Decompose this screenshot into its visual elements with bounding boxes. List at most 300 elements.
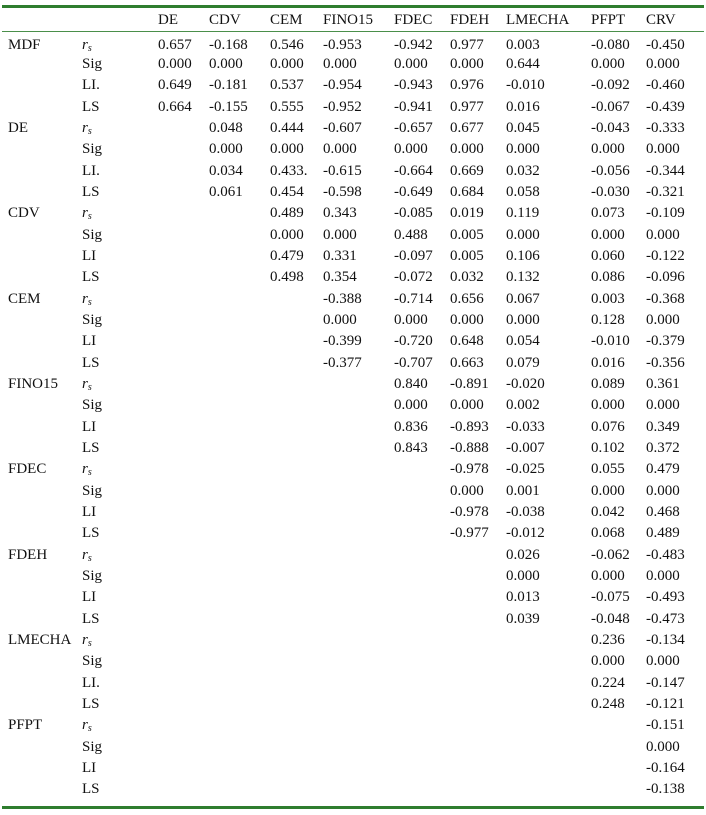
value-cell: -0.664	[394, 162, 433, 179]
value-cell	[209, 225, 270, 246]
value-cell	[506, 694, 591, 715]
value-cell	[506, 779, 591, 800]
value-cell: 0.000	[270, 56, 304, 73]
value-cell: 0.000	[394, 397, 428, 414]
value-cell: -0.181	[209, 77, 248, 94]
table-row	[2, 630, 702, 651]
stat-label: LI.	[82, 77, 100, 94]
value-cell: -0.138	[646, 781, 685, 798]
value-cell	[158, 545, 209, 566]
value-cell	[394, 481, 450, 502]
value-cell	[158, 587, 209, 608]
value-cell	[450, 715, 506, 736]
value-cell	[209, 203, 270, 224]
value-cell: 0.840	[394, 376, 428, 393]
value-cell: 0.067	[506, 290, 540, 307]
value-cell	[209, 715, 270, 736]
value-cell	[270, 630, 323, 651]
table-row	[2, 438, 702, 459]
value-cell: 0.000	[591, 568, 625, 585]
row-variable-label	[2, 75, 82, 96]
value-cell	[323, 523, 394, 544]
value-cell: 0.555	[270, 98, 304, 115]
value-cell	[270, 523, 323, 544]
value-cell	[270, 395, 323, 416]
value-cell: -0.164	[646, 759, 685, 776]
value-cell	[270, 758, 323, 779]
table-row	[2, 587, 702, 608]
table-row	[2, 715, 702, 736]
value-cell: 0.444	[270, 120, 304, 137]
value-cell	[323, 737, 394, 758]
value-cell: 0.001	[506, 482, 540, 499]
value-cell	[270, 609, 323, 630]
value-cell	[209, 331, 270, 352]
value-cell: -0.450	[646, 37, 685, 53]
value-cell: 0.000	[646, 568, 680, 585]
value-cell	[323, 566, 394, 587]
value-cell	[158, 779, 209, 800]
row-variable-label	[2, 417, 82, 438]
row-variable-label	[2, 267, 82, 288]
value-cell	[209, 609, 270, 630]
value-cell: -0.056	[591, 162, 630, 179]
value-cell: 0.000	[646, 141, 680, 158]
value-cell	[506, 758, 591, 779]
rs-symbol: $r_s$	[82, 205, 92, 223]
stat-label: LI	[82, 589, 97, 606]
stat-label-rs	[82, 289, 158, 310]
row-variable-label	[2, 182, 82, 203]
value-cell: 0.000	[450, 397, 484, 414]
value-cell: 0.079	[506, 354, 540, 371]
value-cell: 0.000	[646, 312, 680, 329]
row-variable-label	[2, 54, 82, 75]
value-cell: 0.073	[591, 205, 625, 222]
value-cell: 0.016	[591, 354, 625, 371]
value-cell: 0.000	[591, 226, 625, 243]
value-cell: 0.000	[506, 226, 540, 243]
value-cell	[209, 246, 270, 267]
value-cell	[323, 630, 394, 651]
stat-label: LI	[82, 504, 97, 521]
value-cell: 0.546	[270, 37, 304, 53]
value-cell	[209, 673, 270, 694]
value-cell: 0.000	[394, 56, 428, 73]
value-cell: 0.000	[450, 482, 484, 499]
value-cell: -0.893	[450, 418, 489, 435]
rs-symbol: $r_s$	[82, 717, 92, 735]
value-cell	[394, 651, 450, 672]
value-cell	[158, 481, 209, 502]
value-cell: 0.433.	[270, 162, 308, 179]
value-cell: -0.714	[394, 290, 433, 307]
table-row	[2, 182, 702, 203]
row-variable-label: CDV	[8, 205, 40, 222]
stat-label: Sig	[82, 738, 103, 755]
value-cell	[209, 395, 270, 416]
value-cell: 0.224	[591, 674, 625, 691]
value-cell: -0.321	[646, 184, 685, 201]
value-cell	[209, 737, 270, 758]
value-cell	[323, 438, 394, 459]
header-cell: PFPT	[591, 11, 626, 28]
top-rule	[2, 5, 704, 8]
value-cell: 0.000	[646, 653, 680, 670]
value-cell	[394, 694, 450, 715]
value-cell	[323, 651, 394, 672]
value-cell: 0.060	[591, 248, 625, 265]
value-cell: 0.000	[270, 141, 304, 158]
stat-label: Sig	[82, 141, 103, 158]
value-cell: 0.013	[506, 589, 540, 606]
value-cell: -0.657	[394, 120, 433, 137]
value-cell: -0.020	[506, 376, 545, 393]
value-cell: 0.468	[646, 504, 680, 521]
value-cell: 0.128	[591, 312, 625, 329]
value-cell: 0.058	[506, 184, 540, 201]
value-cell	[158, 630, 209, 651]
value-cell	[270, 673, 323, 694]
value-cell: -0.368	[646, 290, 685, 307]
value-cell	[209, 545, 270, 566]
value-cell: 0.026	[506, 546, 540, 563]
value-cell: -0.067	[591, 98, 630, 115]
stat-label: LS	[82, 269, 100, 286]
value-cell: -0.030	[591, 184, 630, 201]
header-row	[2, 9, 702, 31]
value-cell	[323, 673, 394, 694]
rs-symbol: $r_s$	[82, 461, 92, 479]
value-cell	[591, 779, 646, 800]
row-variable-label: FDEC	[8, 461, 47, 478]
value-cell: 0.663	[450, 354, 484, 371]
value-cell	[158, 161, 209, 182]
table-row	[2, 75, 702, 96]
stat-label-rs	[82, 374, 158, 395]
value-cell: 0.000	[450, 312, 484, 329]
row-variable-label	[2, 225, 82, 246]
value-cell	[450, 630, 506, 651]
value-cell	[450, 545, 506, 566]
value-cell	[394, 715, 450, 736]
value-cell: 0.000	[394, 141, 428, 158]
stat-label: LI	[82, 759, 97, 776]
value-cell	[158, 502, 209, 523]
stat-label: LI	[82, 333, 97, 350]
value-cell	[158, 395, 209, 416]
value-cell	[158, 673, 209, 694]
value-cell: 0.119	[506, 205, 540, 222]
value-cell: 0.086	[591, 269, 625, 286]
stat-label: Sig	[82, 482, 103, 499]
value-cell	[323, 587, 394, 608]
stat-label-rs	[82, 459, 158, 480]
row-variable-label	[2, 246, 82, 267]
row-variable-label	[2, 502, 82, 523]
rs-symbol: $r_s$	[82, 37, 92, 54]
stat-label: Sig	[82, 312, 103, 329]
value-cell: 0.361	[646, 376, 680, 393]
value-cell	[270, 651, 323, 672]
value-cell: -0.043	[591, 120, 630, 137]
value-cell	[323, 758, 394, 779]
value-cell: -0.344	[646, 162, 685, 179]
value-cell: 0.000	[591, 141, 625, 158]
value-cell: 0.343	[323, 205, 357, 222]
value-cell	[209, 779, 270, 800]
value-cell: 0.000	[591, 653, 625, 670]
value-cell: 0.236	[591, 632, 625, 649]
value-cell	[209, 758, 270, 779]
row-variable-label: CEM	[8, 290, 41, 307]
value-cell: -0.097	[394, 248, 433, 265]
value-cell	[209, 651, 270, 672]
table-row	[2, 54, 702, 75]
row-variable-label	[2, 673, 82, 694]
value-cell: 0.000	[450, 56, 484, 73]
table-row	[2, 395, 702, 416]
value-cell: 0.349	[646, 418, 680, 435]
value-cell	[394, 630, 450, 651]
table-row	[2, 139, 702, 160]
value-cell: 0.479	[646, 461, 680, 478]
value-cell: 0.977	[450, 37, 484, 53]
value-cell: 0.488	[394, 226, 428, 243]
value-cell	[209, 630, 270, 651]
row-variable-label	[2, 779, 82, 800]
value-cell	[270, 289, 323, 310]
table-row	[2, 523, 702, 544]
value-cell	[158, 417, 209, 438]
correlation-table	[2, 9, 702, 800]
value-cell: -0.977	[450, 525, 489, 542]
stat-label-rs	[82, 715, 158, 736]
stat-label: LI	[82, 248, 97, 265]
value-cell	[209, 267, 270, 288]
value-cell: -0.048	[591, 610, 630, 627]
value-cell: 0.976	[450, 77, 484, 94]
stat-label: Sig	[82, 568, 103, 585]
value-cell: 0.000	[646, 56, 680, 73]
value-cell: 0.048	[209, 120, 243, 137]
value-cell: 0.032	[450, 269, 484, 286]
value-cell: -0.941	[394, 98, 433, 115]
value-cell: 0.248	[591, 696, 625, 712]
value-cell: 0.000	[394, 312, 428, 329]
header-cell	[2, 9, 82, 31]
table-row	[2, 694, 702, 715]
stat-label: LS	[82, 696, 100, 712]
value-cell: 0.000	[506, 312, 540, 329]
value-cell: -0.891	[450, 376, 489, 393]
value-cell: 0.000	[323, 56, 357, 73]
row-variable-label	[2, 139, 82, 160]
value-cell	[270, 310, 323, 331]
value-cell	[270, 737, 323, 758]
value-cell	[209, 289, 270, 310]
table-row	[2, 417, 702, 438]
value-cell	[270, 715, 323, 736]
value-cell	[270, 459, 323, 480]
value-cell	[270, 331, 323, 352]
row-variable-label: PFPT	[8, 717, 43, 734]
value-cell: -0.943	[394, 77, 433, 94]
value-cell: -0.134	[646, 632, 685, 649]
value-cell: -0.010	[506, 77, 545, 94]
row-variable-label: LMECHA	[8, 632, 72, 649]
row-variable-label	[2, 651, 82, 672]
row-variable-label	[2, 481, 82, 502]
rs-symbol: $r_s$	[82, 632, 92, 650]
value-cell	[158, 289, 209, 310]
value-cell: 0.132	[506, 269, 540, 286]
value-cell: 0.977	[450, 98, 484, 115]
value-cell: 0.003	[591, 290, 625, 307]
value-cell: 0.068	[591, 525, 625, 542]
value-cell	[209, 694, 270, 715]
value-cell: -0.109	[646, 205, 685, 222]
value-cell: -0.399	[323, 333, 362, 350]
value-cell	[270, 694, 323, 715]
value-cell: -0.952	[323, 98, 362, 115]
value-cell: 0.000	[323, 141, 357, 158]
row-variable-label	[2, 97, 82, 118]
stat-label-rs	[82, 203, 158, 224]
value-cell: -0.356	[646, 354, 685, 371]
value-cell	[323, 715, 394, 736]
value-cell: -0.122	[646, 248, 685, 265]
value-cell: -0.155	[209, 98, 248, 115]
value-cell: 0.055	[591, 461, 625, 478]
stat-label: LS	[82, 610, 100, 627]
stat-label: LS	[82, 440, 100, 457]
value-cell: -0.388	[323, 290, 362, 307]
table-row	[2, 545, 702, 566]
value-cell	[270, 481, 323, 502]
header-cell: LMECHA	[506, 11, 570, 28]
value-cell	[158, 651, 209, 672]
value-cell	[506, 737, 591, 758]
table-row	[2, 161, 702, 182]
value-cell: -0.121	[646, 696, 685, 712]
value-cell: 0.479	[270, 248, 304, 265]
value-cell: 0.649	[158, 77, 192, 94]
value-cell: 0.000	[591, 397, 625, 414]
stat-label-rs	[82, 630, 158, 651]
table-row	[2, 609, 702, 630]
value-cell: -0.953	[323, 37, 362, 53]
rs-symbol: $r_s$	[82, 120, 92, 138]
value-cell	[394, 502, 450, 523]
value-cell	[209, 353, 270, 374]
value-cell: 0.498	[270, 269, 304, 286]
value-cell: -0.151	[646, 717, 685, 734]
value-cell	[323, 502, 394, 523]
row-variable-label	[2, 438, 82, 459]
value-cell: -0.379	[646, 333, 685, 350]
value-cell	[506, 651, 591, 672]
value-cell	[270, 438, 323, 459]
value-cell	[209, 481, 270, 502]
stat-label: Sig	[82, 226, 103, 243]
stat-label: Sig	[82, 653, 103, 670]
stat-label: LI.	[82, 674, 100, 691]
table-row	[2, 97, 702, 118]
value-cell	[506, 715, 591, 736]
value-cell: -0.460	[646, 77, 685, 94]
value-cell	[158, 374, 209, 395]
value-cell: 0.005	[450, 226, 484, 243]
bottom-rule	[2, 806, 704, 809]
row-variable-label	[2, 331, 82, 352]
value-cell	[394, 758, 450, 779]
stat-label: LS	[82, 184, 100, 201]
value-cell	[394, 545, 450, 566]
value-cell	[158, 203, 209, 224]
value-cell	[158, 139, 209, 160]
value-cell: 0.000	[158, 56, 192, 73]
value-cell: 0.000	[646, 482, 680, 499]
value-cell	[323, 545, 394, 566]
value-cell: 0.656	[450, 290, 484, 307]
value-cell	[209, 587, 270, 608]
value-cell	[323, 779, 394, 800]
value-cell	[158, 609, 209, 630]
value-cell: -0.377	[323, 354, 362, 371]
table-row	[2, 779, 702, 800]
value-cell	[270, 502, 323, 523]
value-cell	[209, 566, 270, 587]
table-row	[2, 331, 702, 352]
table-row	[2, 289, 702, 310]
value-cell: -0.439	[646, 98, 685, 115]
row-variable-label	[2, 758, 82, 779]
value-cell: 0.648	[450, 333, 484, 350]
value-cell	[158, 737, 209, 758]
table-row	[2, 225, 702, 246]
value-cell	[158, 310, 209, 331]
row-variable-label	[2, 395, 82, 416]
table-row	[2, 758, 702, 779]
value-cell: 0.054	[506, 333, 540, 350]
row-variable-label: DE	[8, 120, 28, 137]
value-cell: -0.147	[646, 674, 685, 691]
value-cell	[323, 417, 394, 438]
value-cell	[209, 374, 270, 395]
value-cell: -0.888	[450, 440, 489, 457]
table-row	[2, 203, 702, 224]
value-cell	[450, 673, 506, 694]
row-variable-label: FDEH	[8, 546, 48, 563]
header-cell: FDEC	[394, 11, 433, 28]
table-row	[2, 651, 702, 672]
value-cell	[450, 779, 506, 800]
value-cell: 0.000	[209, 56, 243, 73]
row-variable-label	[2, 609, 82, 630]
value-cell: 0.000	[506, 141, 540, 158]
value-cell: -0.483	[646, 546, 685, 563]
value-cell	[506, 673, 591, 694]
value-cell: 0.016	[506, 98, 540, 115]
row-variable-label	[2, 310, 82, 331]
value-cell: 0.032	[506, 162, 540, 179]
value-cell: -0.062	[591, 546, 630, 563]
rs-symbol: $r_s$	[82, 546, 92, 564]
value-cell: 0.000	[646, 738, 680, 755]
value-cell	[323, 694, 394, 715]
value-cell	[450, 587, 506, 608]
